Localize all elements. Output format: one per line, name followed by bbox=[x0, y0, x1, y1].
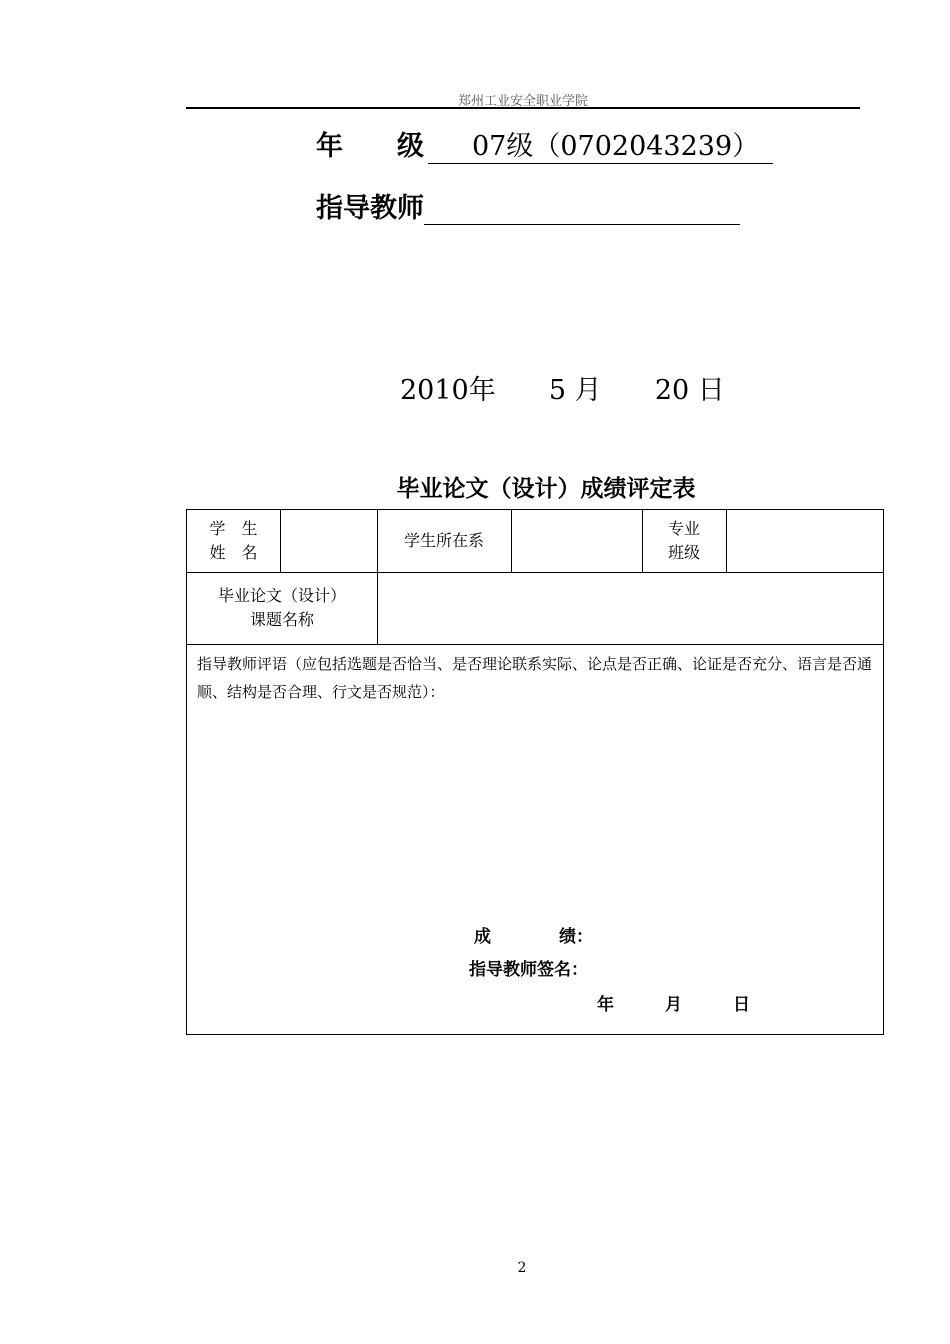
department-label: 学生所在系 bbox=[403, 531, 484, 550]
grade-label: 年 级 bbox=[316, 131, 424, 162]
advisor-signature-label: 指导教师签名： bbox=[469, 960, 588, 980]
form-title: 毕业论文（设计）成绩评定表 bbox=[396, 476, 696, 502]
page-header: 郑州工业安全职业学院 bbox=[457, 94, 588, 109]
advisor-label: 指导教师 bbox=[316, 193, 424, 224]
topic-label: 毕业论文（设计） 课题名称 bbox=[217, 586, 346, 629]
student-name-label: 学 生 姓 名 bbox=[209, 519, 258, 562]
grade-row bbox=[316, 124, 773, 164]
advisor-comment-instructions: 指导教师评语（应包括选题是否恰当、是否理论联系实际、论点是否正确、论证是否充分、语言是否通顺、结构是否合理、行文是否规范）： bbox=[197, 655, 873, 701]
page-number: 2 bbox=[517, 1260, 527, 1276]
grade-value: 07级（0702043239） bbox=[428, 124, 773, 164]
date-year: 2010年 bbox=[400, 375, 496, 406]
cover-date bbox=[400, 368, 725, 407]
advisor-row bbox=[316, 186, 740, 225]
score-label: 成 绩： bbox=[474, 927, 593, 947]
topic-field[interactable] bbox=[377, 572, 883, 644]
department-field[interactable] bbox=[511, 510, 642, 572]
major-class-field[interactable] bbox=[726, 510, 883, 572]
student-name-field[interactable] bbox=[280, 510, 377, 572]
evaluation-form-table bbox=[186, 509, 884, 1035]
row-divider bbox=[187, 644, 883, 645]
date-day: 20 日 bbox=[654, 375, 725, 406]
signature-date: 年 月 日 bbox=[597, 995, 750, 1015]
header-divider bbox=[186, 107, 860, 109]
major-class-label: 专业 班级 bbox=[667, 519, 700, 562]
advisor-blank-line bbox=[424, 194, 740, 225]
date-month: 5 月 bbox=[548, 375, 602, 406]
